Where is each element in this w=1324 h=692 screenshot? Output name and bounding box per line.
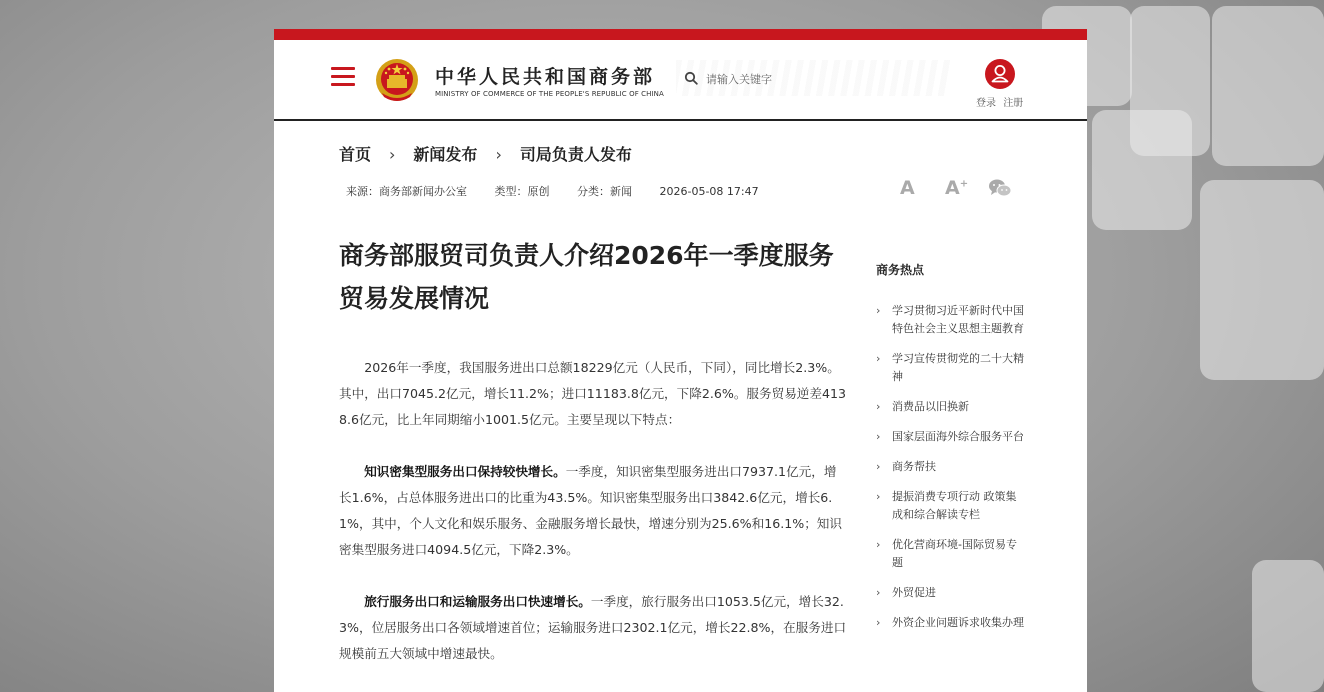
font-decrease-button[interactable]: A (900, 177, 915, 199)
search-input[interactable] (704, 66, 958, 92)
chevron-right-icon: › (876, 538, 881, 551)
hot-topic-item[interactable] (876, 584, 1026, 602)
ministry-name-en: MINISTRY OF COMMERCE OF THE PEOPLE'S REPUBLIC OF CHINA (435, 90, 664, 98)
sidebar-title: 商务热点 (876, 263, 925, 277)
chevron-right-icon: › (876, 586, 881, 599)
site-header (274, 40, 1087, 121)
paragraph-lead: 旅行服务出口和运输服务出口快速增长。 (364, 594, 591, 609)
hot-topic-item[interactable] (876, 536, 1026, 572)
chevron-right-icon: › (876, 304, 881, 317)
hot-topic-label: 国家层面海外综合服务平台 (892, 430, 1024, 443)
article-paragraph (339, 355, 849, 433)
web-page (274, 29, 1087, 692)
article-paragraph (339, 459, 849, 563)
breadcrumb-home[interactable]: 首页 (339, 145, 372, 164)
breadcrumb-news[interactable]: 新闻发布 (413, 145, 478, 164)
menu-icon[interactable] (331, 67, 355, 87)
hot-topic-label: 外贸促进 (892, 586, 936, 599)
hot-topic-item[interactable] (876, 614, 1026, 632)
hot-topic-item[interactable] (876, 488, 1026, 524)
font-increase-label: A (945, 177, 960, 199)
meta-source: 来源：商务部新闻办公室 (346, 185, 467, 198)
register-link[interactable]: 注册 (1003, 98, 1024, 109)
meta-category: 分类：新闻 (577, 185, 632, 198)
hot-topic-label: 商务帮扶 (892, 460, 936, 473)
hot-topic-item[interactable] (876, 350, 1026, 386)
article-body (339, 355, 849, 692)
article-meta (346, 183, 783, 199)
font-increase-button[interactable] (945, 177, 968, 199)
paragraph-text: 2026年一季度，我国服务进出口总额18229亿元（人民币，下同），同比增长2.3%。其中，出口7045.2亿元，增长11.2%；进口11183.8亿元，下降2.6%。服务贸易逆差4138.6亿元，比上年同期缩小1001.5亿元。主要呈现以下特点： (339, 360, 847, 427)
paragraph-lead: 知识密集型服务出口保持较快增长。 (364, 464, 566, 479)
chevron-right-icon: › (876, 352, 881, 365)
hot-topic-label: 提振消费专项行动 政策集成和综合解读专栏 (892, 490, 1017, 521)
breadcrumb (339, 142, 632, 165)
hot-topic-item[interactable] (876, 428, 1026, 446)
background-panel (1252, 560, 1324, 692)
search-icon[interactable] (684, 71, 698, 85)
hot-topic-label: 学习贯彻习近平新时代中国特色社会主义思想主题教育 (892, 304, 1024, 335)
hot-topic-item[interactable] (876, 458, 1026, 476)
hot-topics-sidebar (876, 261, 1026, 644)
user-avatar-icon[interactable] (985, 59, 1015, 89)
chevron-right-icon: › (876, 430, 881, 443)
breadcrumb-separator: › (389, 145, 396, 164)
login-link[interactable]: 登录 (976, 98, 996, 109)
breadcrumb-separator: › (495, 145, 502, 164)
font-increase-plus: + (959, 178, 969, 190)
chevron-right-icon: › (876, 490, 881, 503)
paragraph-text: 一季度，知识密集型服务进出口7937.1亿元，增长1.6%，占总体服务进出口的比重为43.5%。知识密集型服务出口3842.6亿元，增长6.1%，其中，个人文化和娱乐服务、金融服务增长最快，增速分别为25.6%和16.1%；知识密集型服务进口4094.5亿元，下降2.3%。 (339, 464, 842, 557)
meta-type: 类型：原创 (494, 185, 550, 198)
national-emblem-icon (374, 57, 420, 103)
hot-topic-label: 外资企业问题诉求收集办理 (892, 616, 1024, 629)
background-panel (1200, 180, 1324, 380)
background-panel (1212, 6, 1324, 166)
ministry-name-cn: 中华人民共和国商务部 (435, 66, 656, 88)
breadcrumb-department[interactable]: 司局负责人发布 (519, 145, 632, 164)
wechat-icon[interactable] (988, 178, 1012, 198)
top-red-bar (274, 29, 1087, 40)
chevron-right-icon: › (876, 460, 881, 473)
hot-topic-label: 优化营商环境-国际贸易专题 (892, 538, 1017, 569)
chevron-right-icon: › (876, 616, 881, 629)
hot-topic-label: 消费品以旧换新 (892, 400, 969, 413)
article-paragraph (339, 589, 849, 667)
meta-datetime: 2026-05-08 17:47 (659, 185, 759, 198)
hot-topics-list (876, 302, 1026, 632)
article-title: 商务部服贸司负责人介绍2026年一季度服务贸易发展情况 (339, 241, 834, 313)
background-panel (1092, 110, 1192, 230)
user-links (976, 94, 1023, 109)
chevron-right-icon: › (876, 400, 881, 413)
paragraph-text: 一季度，旅行服务出口1053.5亿元，增长32.3%，位居服务出口各领域增速首位；运输服务进口2302.1亿元，增长22.8%，在服务进口规模前五大领域中增速最快。 (339, 594, 847, 661)
hot-topic-label: 学习宣传贯彻党的二十大精神 (892, 352, 1024, 383)
hot-topic-item[interactable] (876, 398, 1026, 416)
hot-topic-item[interactable] (876, 302, 1026, 338)
